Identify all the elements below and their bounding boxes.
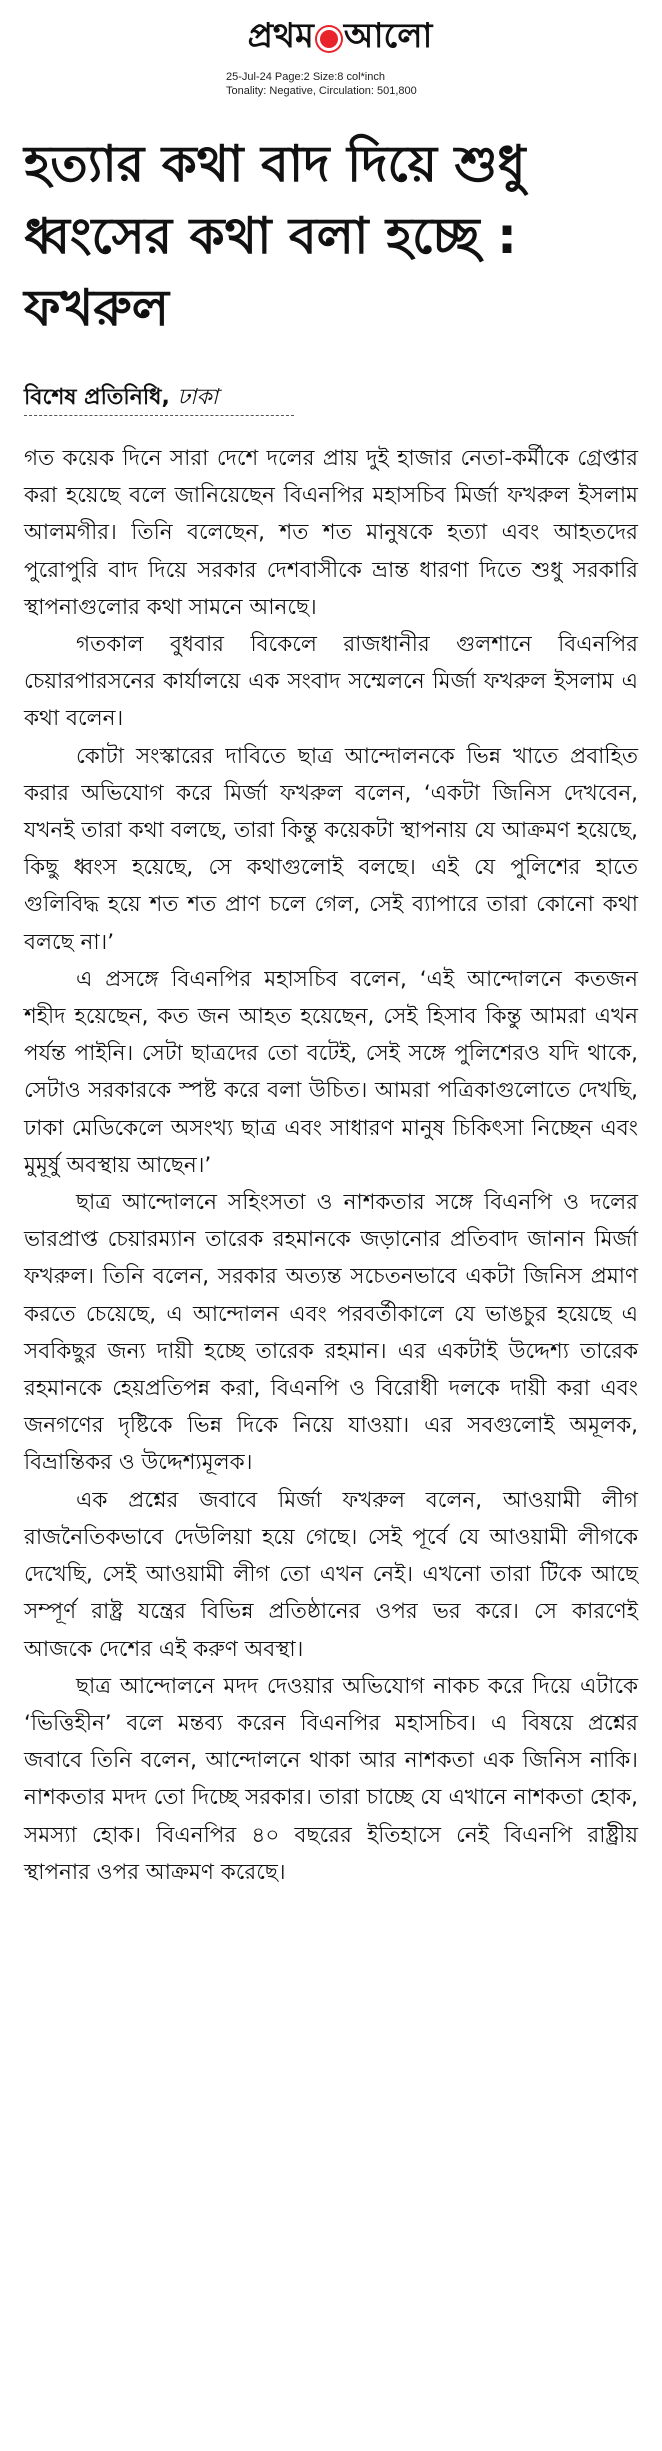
- paragraph-5: ছাত্র আন্দোলনে সহিংসতা ও নাশকতার সঙ্গে বিএনপি ও দলের ভারপ্রাপ্ত চেয়ারম্যান তারেক রহমানকে জড়ানোর প্রতিবাদ জানান মির্জা ফখরুল। তিনি বলেন, সরকার অত্যন্ত সচেতনভাবে একটা জিনিস প্রমাণ করতে চেয়েছে, এ আন্দোলন এবং পরবর্তীকালে যে ভাঙচুর হয়েছে এ সবকিছুর জন্য দায়ী হচ্ছে তারেক রহমান। এর একটাই উদ্দেশ্য তারেক রহমানকে হেয়প্রতিপন্ন করা, বিএনপি ও বিরোধী দলকে দায়ী করা এবং জনগণের দৃষ্টিকে ভিন্ন দিকে নিয়ে যাওয়া। এর সবগুলোই অমূলক, বিভ্রান্তিকর ও উদ্দেশ্যমূলক।: [24, 1190, 638, 1476]
- masthead: [190, 10, 490, 70]
- paragraph-3: কোটা সংস্কারের দাবিতে ছাত্র আন্দোলনকে ভিন্ন খাতে প্রবাহিত করার অভিযোগ করে মির্জা ফখরুল বলেন, ‘একটা জিনিস দেখবেন, যখনই তারা কথা বলছে, তারা কিন্তু কয়েকটা স্থাপনায় যে আক্রমণ হয়েছে, কিছু ধ্বংস হয়েছে, সে কথাগুলোই বলছে। এই যে পুলিশের হাতে গুলিবিদ্ধ হয়ে শত শত প্রাণ চলে গেল, সেই ব্যাপারে তারা কোনো কথা বলছে না।’: [24, 743, 638, 955]
- byline: [24, 380, 218, 417]
- article-body: [24, 440, 638, 1891]
- clipping-date-page: 25-Jul-24 Page:2 Size:8 col*inch: [226, 71, 385, 83]
- paragraph-6: এক প্রশ্নের জবাবে মির্জা ফখরুল বলেন, আওয়ামী লীগ রাজনৈতিকভাবে দেউলিয়া হয়ে গেছে। সেই পূর্বে যে আওয়ামী লীগকে দেখেছি, সেই আওয়ামী লীগ তো এখন নেই। এখনো তারা টিকে আছে সম্পূর্ণ রাষ্ট্র যন্ত্রের বিভিন্ন প্রতিষ্ঠানের ওপর ভর করে। সে কারণেই আজকে দেশের এই করুণ অবস্থা।: [24, 1487, 638, 1662]
- byline-reporter: বিশেষ প্রতিনিধি,: [24, 385, 170, 410]
- byline-city: ঢাকা: [177, 385, 219, 410]
- prothom-alo-logo: [248, 10, 433, 67]
- byline-divider: [24, 415, 294, 416]
- sun-icon: [320, 30, 338, 48]
- clipping-tonality: Tonality: Negative, Circulation: 501,800: [226, 85, 417, 97]
- paragraph-7: ছাত্র আন্দোলনে মদদ দেওয়ার অভিযোগ নাকচ করে দিয়ে এটাকে ‘ভিত্তিহীন’ বলে মন্তব্য করেন বিএনপির মহাসচিব। এ বিষয়ে প্রশ্নের জবাবে তিনি বলেন, আন্দোলনে থাকা আর নাশকতা এক জিনিস নাকি। নাশকতার মদদ তো দিচ্ছে সরকার। তারা চাচ্ছে যে এখানে নাশকতা হোক, সমস্যা হোক। বিএনপির ৪০ বছরের ইতিহাসে নেই বিএনপি রাষ্ট্রীয় স্থাপনার ওপর আক্রমণ করেছে।: [24, 1673, 638, 1885]
- logo-text-part1: প্রথম: [247, 16, 314, 56]
- paragraph-2: গতকাল বুধবার বিকেলে রাজধানীর গুলশানে বিএনপির চেয়ারপারসনের কার্যালয়ে এক সংবাদ সম্মেলনে মির্জা ফখরুল ইসলাম এ কথা বলেন।: [24, 632, 638, 732]
- paragraph-1: গত কয়েক দিনে সারা দেশে দলের প্রায় দুই হাজার নেতা-কর্মীকে গ্রেপ্তার করা হয়েছে বলে জানিয়েছেন বিএনপির মহাসচিব মির্জা ফখরুল ইসলাম আলমগীর। তিনি বলেছেন, শত শত মানুষকে হত্যা এবং আহতদের পুরোপুরি বাদ দিয়ে সরকার দেশবাসীকে ভ্রান্ত ধারণা দিতে শুধু সরকারি স্থাপনাগুলোর কথা সামনে আনছে।: [24, 446, 638, 620]
- logo-text-part2: আলো: [343, 16, 433, 56]
- article-headline: হত্যার কথা বাদ দিয়ে শুধু ধ্বংসের কথা বলা হচ্ছে : ফখরুল: [24, 135, 526, 337]
- clipping-metadata: [226, 70, 446, 98]
- paragraph-4: এ প্রসঙ্গে বিএনপির মহাসচিব বলেন, ‘এই আন্দোলনে কতজন শহীদ হয়েছেন, কত জন আহত হয়েছেন, সেই হিসাব কিন্তু আমরা এখন পর্যন্ত পাইনি। সেটা ছাত্রদের তো বটেই, সেই সঙ্গে পুলিশেরও যদি থাকে, সেটাও সরকারকে স্পষ্ট করে বলা উচিত। আমরা পত্রিকাগুলোতে দেখছি, ঢাকা মেডিকেলে অসংখ্য ছাত্র এবং সাধারণ মানুষ চিকিৎসা নিচ্ছেন এবং মুমূর্ষু অবস্থায় আছেন।’: [24, 966, 638, 1178]
